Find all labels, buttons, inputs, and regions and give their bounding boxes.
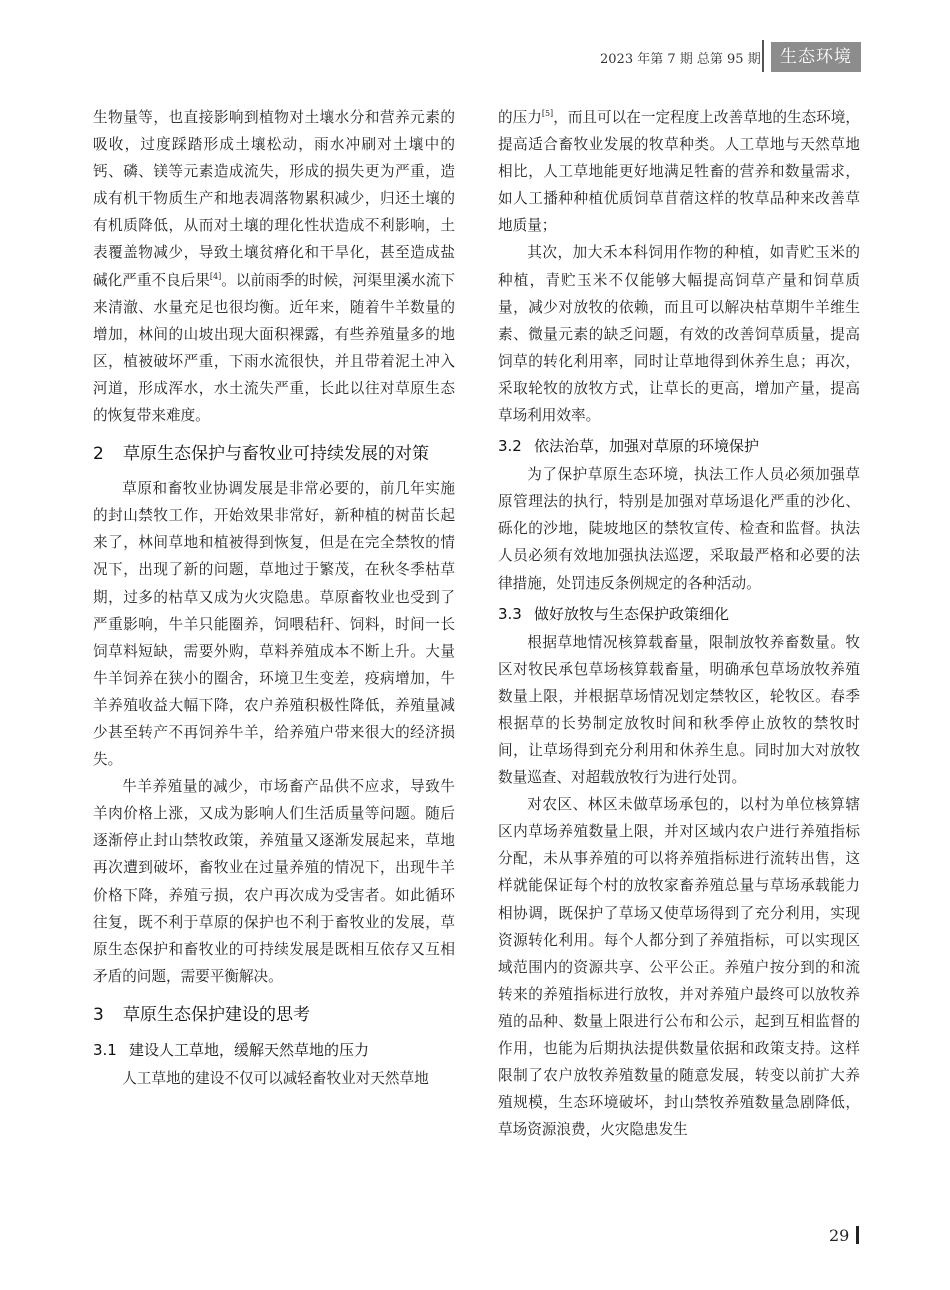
header-divider: [762, 40, 764, 72]
subsection-number: 3.3: [498, 604, 522, 623]
paragraph: 人工草地的建设不仅可以减轻畜牧业对天然草地: [122, 1069, 429, 1087]
subsection-heading-3-2: [498, 432, 860, 460]
paragraph-text: 。以前雨季的时候，河渠里溪水流下来清澈、水量充足也很均衡。近年来，随着牛羊数量的增加，林间的山坡出现大面积裸露，有些养殖量多的地区，植被破坏严重，下雨水流很快，并且带着泥土冲入河道，形成浑水，水土流失严重，长此以往对草原生态的恢复带来难度。: [93, 271, 455, 425]
citation-ref: [4]: [209, 271, 222, 281]
paragraph-intro: [93, 104, 455, 429]
left-column: [93, 104, 455, 1092]
citation-ref: [5]: [541, 109, 554, 118]
paragraph: 其次，加大禾本科饲用作物的种植，如青贮玉米的种植，青贮玉米不仅能够大幅提高饲草产量和饲草质量，减少对放牧的依赖，而且可以解决枯草期牛羊维生素、微量元素的缺乏问题，有效的改善饲草质量，提高饲草的转化利用率，同时让草地得到休养生息；再次，采取轮牧的放牧方式，让草长的更高，增加产量，提高草场利用效率。: [498, 244, 860, 425]
journal-issue: 2023 年第 7 期 总第 95 期: [600, 52, 761, 67]
paragraph-text: 生物量等，也直接影响到植物对土壤水分和营养元素的吸收，过度踩踏形成土壤松动，雨水冲刷对土壤中的钙、磷、镁等元素造成流失，形成的损失更为严重，造成有机干物质生产和地表凋落物累积减少，归还土壤的有机质降低，从而对土壤的理化性状造成不利影响，土表覆盖物减少，导致土壤贫瘠化和干旱化，甚至造成盐碱化严重不良后果: [93, 109, 455, 289]
right-column: [498, 104, 860, 1143]
paragraph: 草原和畜牧业协调发展是非常必要的，前几年实施的封山禁牧工作，开始效果非常好，新种植的树苗长起来了，林间草地和植被得到恢复，但是在完全禁牧的情况下，出现了新的问题，草地过于繁茂，在秋冬季枯草期，过多的枯草又成为火灾隐患。草原畜牧业也受到了严重影响，牛羊只能圈养，饲喂秸秆、饲料，时间一长饲草料短缺，需要外购，草料养殖成本不断上升。大量牛羊饲养在狭小的圈舍，环境卫生变差，疫病增加，牛羊养殖收益大幅下降，农户养殖积极性降低，养殖量减少甚至转产不再饲养牛羊，给养殖户带来很大的经济损失。: [93, 480, 455, 769]
subsection-title: 依法治草，加强对草原的环境保护: [534, 437, 760, 456]
section-tag: 生态环境: [771, 42, 861, 72]
subsection-heading-3-3: [498, 600, 860, 628]
subsection-title: 做好放牧与生态保护政策细化: [534, 604, 730, 623]
paragraph: [498, 104, 860, 239]
subsection-title: 建设人工草地，缓解天然草地的压力: [129, 1040, 370, 1059]
section-number: 3: [93, 1004, 104, 1025]
paragraph: 根据草地情况核算载畜量，限制放牧养畜数量。牧区对牧民承包草场核算载畜量，明确承包草场放牧养殖数量上限，并根据草场情况划定禁牧区，轮牧区。春季根据草的长势制定放牧时间和秋季停止放牧的禁牧时间，让草场得到充分利用和休养生息。同时加大对放牧数量巡查、对超载放牧行为进行处罚。: [498, 633, 860, 787]
section-number: 2: [93, 444, 104, 465]
section-title: 草原生态保护与畜牧业可持续发展的对策: [123, 444, 429, 465]
paragraph-text: ，而且可以在一定程度上改善草地的生态环境，提高适合畜牧业发展的牧草种类。人工草地与天然草地相比，人工草地能更好地满足牲畜的营养和数量需求，如人工播种种植优质饲草苜蓿这样的牧草品种来改善草地质量；: [498, 109, 860, 235]
subsection-heading-3-1: [93, 1036, 455, 1064]
page-number: 29: [829, 1226, 850, 1245]
paragraph: 对农区、林区未做草场承包的，以村为单位核算辖区内草场养殖数量上限，并对区域内农户进行养殖指标分配，未从事养殖的可以将养殖指标进行流转出售，这样就能保证每个村的放牧家畜养殖总量与草场承载能力相协调，既保护了草场又使草场得到了充分利用，实现资源转化利用。每个人都分到了养殖指标，可以实现区域范围内的资源共享、公平公正。养殖户按分到的和流转来的养殖指标进行放牧，并对养殖户最终可以放牧养殖的品种、数量上限进行公布和公示，起到互相监督的作用，也能为后期执法提供数量依据和政策支持。这样限制了农户放牧养殖数量的随意发展，转变以前扩大养殖规模，生态环境破坏，封山禁牧养殖数量急剧降低，草场资源浪费，火灾隐患发生: [498, 796, 860, 1139]
paragraph-text: 的压力: [498, 109, 542, 126]
section-heading-2: [93, 437, 455, 471]
page-number-bar: [856, 1226, 859, 1244]
paragraph: 牛羊养殖量的减少，市场畜产品供不应求，导致牛羊肉价格上涨，又成为影响人们生活质量等问题。随后逐渐停止封山禁牧政策，养殖量又逐渐发展起来，草地再次遭到破坏，畜牧业在过量养殖的情况下，出现牛羊价格下降，养殖亏损，农户再次成为受害者。如此循环往复，既不利于草原的保护也不利于畜牧业的发展，草原生态保护和畜牧业的可持续发展是既相互依存又互相矛盾的问题，需要平衡解决。: [93, 778, 455, 985]
subsection-number: 3.1: [93, 1040, 117, 1059]
section-heading-3: [93, 998, 455, 1032]
section-title: 草原生态保护建设的思考: [123, 1004, 310, 1025]
paragraph: 为了保护草原生态环境，执法工作人员必须加强草原管理法的执行，特别是加强对草场退化严重的沙化、砾化的沙地，陡坡地区的禁牧宣传、检查和监督。执法人员必须有效地加强执法巡逻，采取最严格和必要的法律措施，处罚违反条例规定的各种活动。: [498, 466, 860, 592]
subsection-number: 3.2: [498, 437, 522, 456]
